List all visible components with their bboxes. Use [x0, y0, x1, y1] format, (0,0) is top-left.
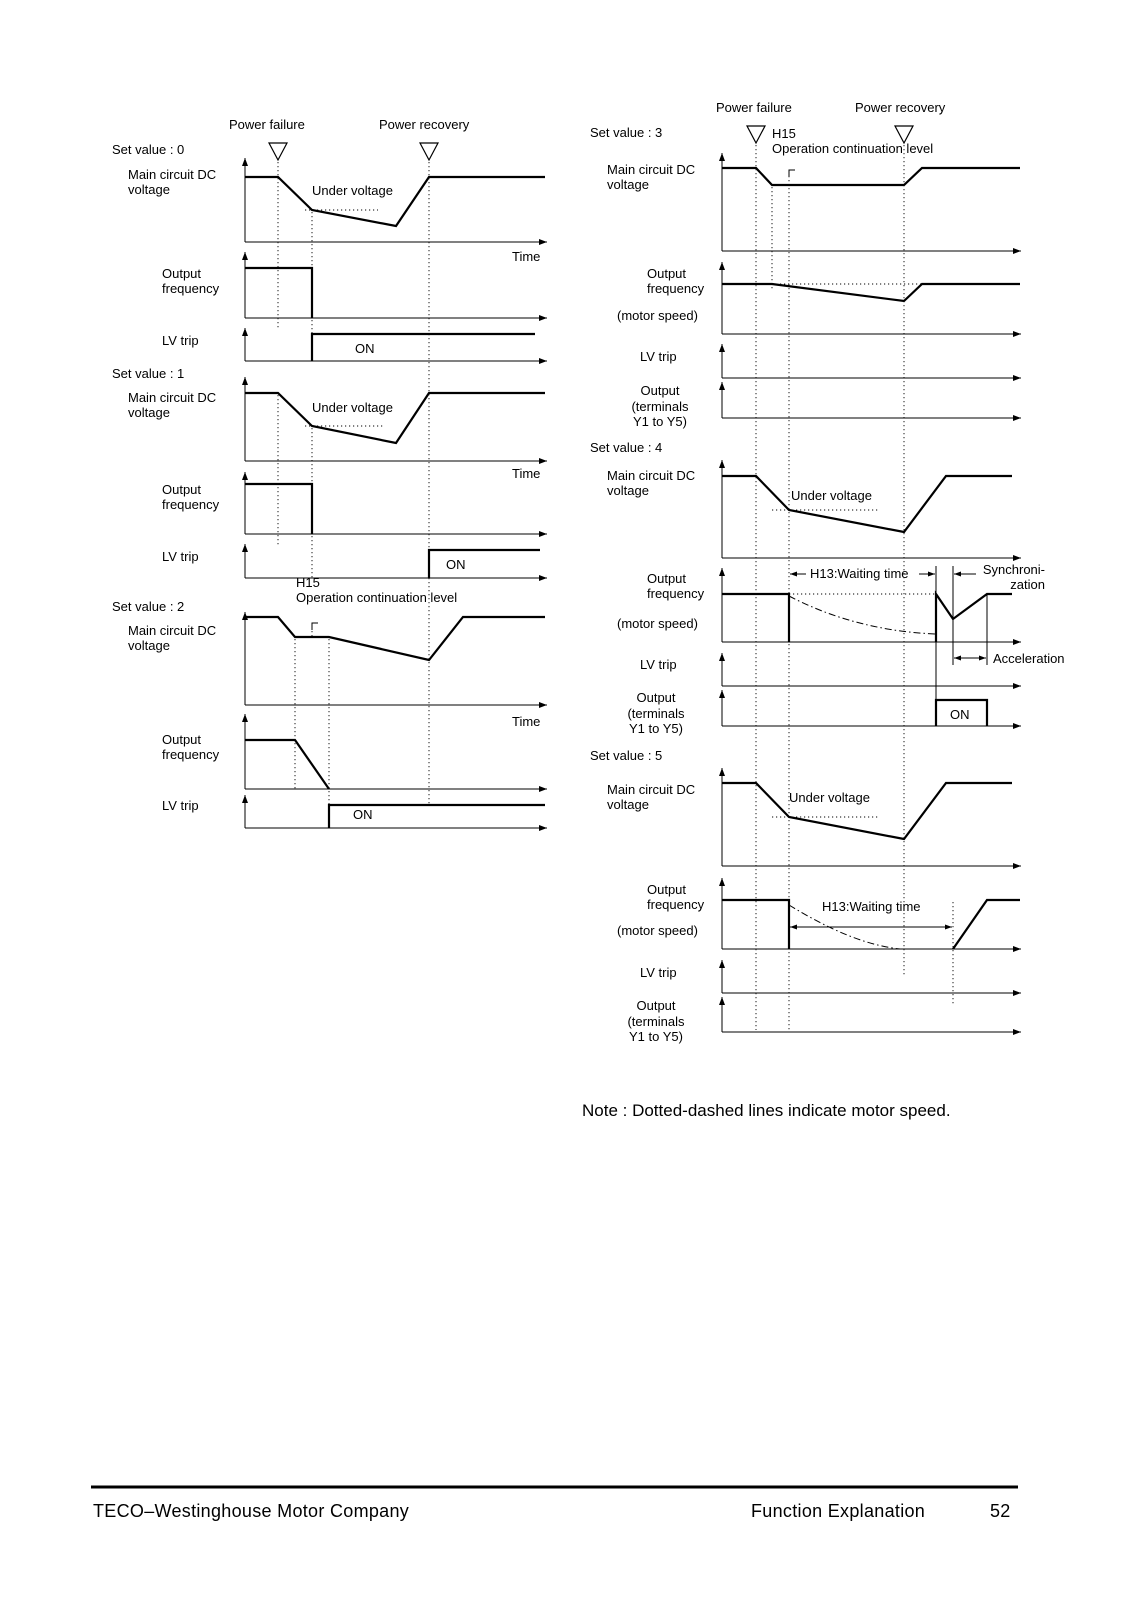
right-power-failure-label: Power failure	[716, 100, 792, 115]
set-0-title: Set value : 0	[112, 142, 185, 157]
footer-page-number: 52	[990, 1501, 1011, 1521]
left-column-diagrams	[245, 143, 547, 828]
set-4-acceleration-label: Acceleration	[993, 651, 1065, 666]
set-2-voltage-trace	[245, 617, 545, 660]
footer-company: TECO–Westinghouse Motor Company	[93, 1501, 410, 1521]
left-power-recovery-marker	[420, 143, 438, 160]
set-1-title: Set value : 1	[112, 366, 185, 381]
set-1-lv-trip-label: LV trip	[162, 549, 199, 564]
set-2-time-label: Time	[512, 714, 541, 729]
set-0-voltage-trace	[245, 177, 545, 226]
motor-speed-note: Note : Dotted-dashed lines indicate motor speed.	[582, 1101, 951, 1120]
set-5-under-voltage-label: Under voltage	[789, 790, 870, 805]
set-5-output-frequency-label: Output frequency	[647, 882, 705, 912]
set-1-time-label: Time	[512, 466, 541, 481]
left-power-failure-marker	[269, 143, 287, 160]
set-2-lv-trip-state: ON	[353, 807, 373, 822]
set-3-dc-voltage-label: Main circuit DC voltage	[607, 162, 696, 192]
set-3-h15-level-marker	[789, 170, 795, 177]
set-1-voltage-trace	[245, 393, 545, 443]
set-1-frequency-trace	[245, 484, 312, 534]
set-1-diagram	[245, 377, 547, 578]
set-5-lv-trip-label: LV trip	[640, 965, 677, 980]
set-5-dc-voltage-label: Main circuit DC voltage	[607, 782, 696, 812]
set-3-motor-speed-label: (motor speed)	[617, 308, 698, 323]
set-2-h15-label: H15 Operation continuation level	[296, 575, 458, 605]
set-1-under-voltage-label: Under voltage	[312, 400, 393, 415]
set-3-diagram	[722, 153, 1021, 418]
set-4-output-terminals-label: Output (terminals Y1 to Y5)	[627, 690, 685, 736]
set-3-output-frequency-label: Output frequency	[647, 266, 705, 296]
set-0-lv-trip-state: ON	[355, 341, 375, 356]
set-4-frequency-restart-trace	[936, 594, 1012, 642]
set-4-output-state: ON	[950, 707, 970, 722]
set-2-diagram	[245, 612, 547, 828]
set-5-output-terminals-label: Output (terminals Y1 to Y5)	[627, 998, 685, 1044]
set-4-synchronization-label: Synchroni- zation	[982, 562, 1045, 592]
set-3-frequency-trace	[722, 284, 1020, 301]
set-0-time-label: Time	[512, 249, 541, 264]
set-0-frequency-trace	[245, 268, 312, 318]
set-0-diagram	[245, 158, 547, 361]
set-0-lv-trip-label: LV trip	[162, 333, 199, 348]
set-3-h15-label: H15 Operation continuation level	[772, 126, 934, 156]
set-5-title: Set value : 5	[590, 748, 663, 763]
right-power-failure-marker	[747, 126, 765, 143]
set-4-title: Set value : 4	[590, 440, 663, 455]
right-power-recovery-label: Power recovery	[855, 100, 946, 115]
set-4-output-frequency-label: Output frequency	[647, 571, 705, 601]
set-4-motor-speed-label: (motor speed)	[617, 616, 698, 631]
set-2-lv-trip-label: LV trip	[162, 798, 199, 813]
set-0-lv-trip-trace	[312, 334, 535, 361]
set-0-output-frequency-label: Output frequency	[162, 266, 220, 296]
set-4-voltage-trace	[722, 476, 1012, 532]
footer-section: Function Explanation	[751, 1501, 926, 1521]
set-0-dc-voltage-label: Main circuit DC voltage	[128, 167, 217, 197]
set-5-frequency-restart-trace	[953, 900, 1020, 949]
set-1-lv-trip-state: ON	[446, 557, 466, 572]
set-2-h15-level-marker	[312, 623, 318, 630]
set-1-dc-voltage-label: Main circuit DC voltage	[128, 390, 217, 420]
set-4-lv-trip-label: LV trip	[640, 657, 677, 672]
set-1-output-frequency-label: Output frequency	[162, 482, 220, 512]
set-3-voltage-trace	[722, 168, 1020, 185]
set-0-under-voltage-label: Under voltage	[312, 183, 393, 198]
set-2-output-frequency-label: Output frequency	[162, 732, 220, 762]
set-3-lv-trip-label: LV trip	[640, 349, 677, 364]
set-4-waiting-time-label: H13:Waiting time	[810, 566, 909, 581]
set-5-waiting-time-label: H13:Waiting time	[822, 899, 921, 914]
set-3-output-terminals-label: Output (terminals Y1 to Y5)	[631, 383, 689, 429]
set-4-motor-speed-curve	[789, 596, 936, 634]
set-4-frequency-trace	[722, 594, 789, 642]
set-2-frequency-trace	[245, 740, 329, 789]
set-2-dc-voltage-label: Main circuit DC voltage	[128, 623, 217, 653]
set-3-title: Set value : 3	[590, 125, 663, 140]
left-power-failure-label: Power failure	[229, 117, 305, 132]
set-4-under-voltage-label: Under voltage	[791, 488, 872, 503]
set-5-motor-speed-label: (motor speed)	[617, 923, 698, 938]
left-power-recovery-label: Power recovery	[379, 117, 470, 132]
set-4-dc-voltage-label: Main circuit DC voltage	[607, 468, 696, 498]
set-5-frequency-trace	[722, 900, 789, 949]
set-2-title: Set value : 2	[112, 599, 185, 614]
